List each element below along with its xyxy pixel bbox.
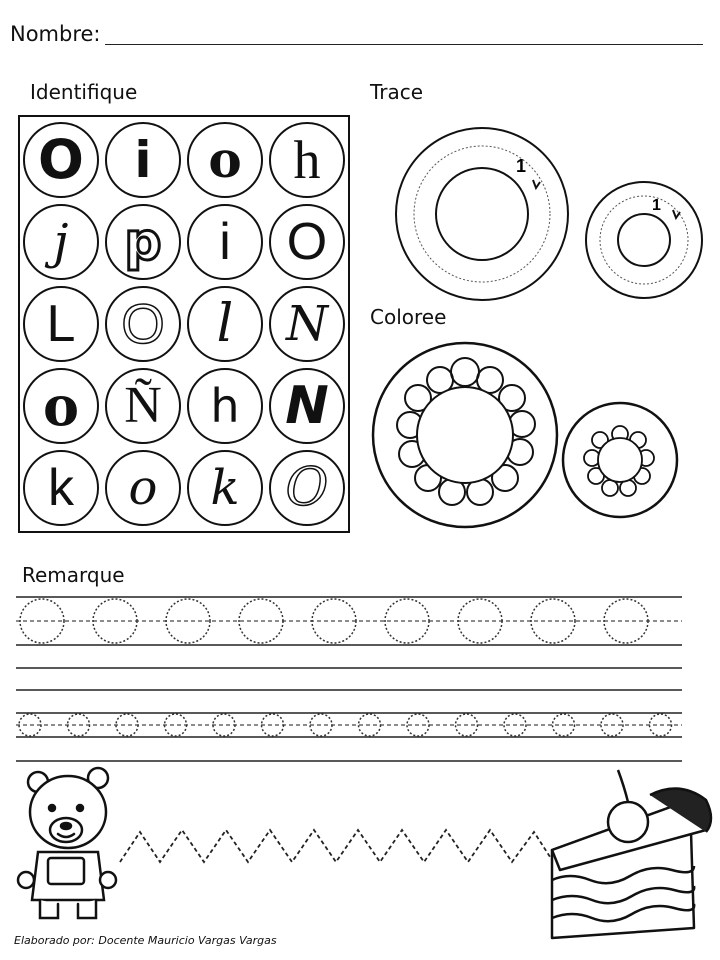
bear-illustration [18,768,116,918]
letter-glyph: k [210,460,240,516]
letter-glyph: l [216,294,234,354]
letter-glyph: o [42,374,80,438]
letter-glyph: L [46,295,76,353]
zigzag-trace-path[interactable] [120,830,552,862]
section-title-identify: Identifique [30,80,138,104]
letter-glyph: N [285,376,329,436]
letter-glyph: O [285,458,329,518]
trace-step-number: 1 [652,197,661,214]
letter-glyph: h [210,379,240,433]
letter-glyph: k [48,459,74,517]
credit-text: Elaborado por: Docente Mauricio Vargas Vargas [14,934,277,947]
letter-glyph: i [219,213,231,271]
trace-step-number: 1 [516,156,527,176]
color-circle-large[interactable] [373,343,557,527]
letter-glyph: O [38,128,84,191]
letter-glyph: Ñ [124,377,162,434]
dotted-o-small[interactable] [116,714,138,736]
color-circle-small[interactable] [563,403,677,517]
trace-circle-small[interactable] [586,182,702,298]
name-label: Nombre: [10,22,101,46]
letter-glyph: o [128,460,158,516]
letter-glyph: p [124,212,162,272]
letter-glyph: O [286,213,328,271]
letter-glyph: O [121,292,165,355]
review-lines[interactable] [16,597,682,761]
letter-glyph: i [134,131,152,189]
cake-illustration [552,770,711,938]
letter-glyph: N [286,296,328,352]
section-title-review: Remarque [22,563,125,587]
letter-glyph: h [293,130,321,190]
section-title-color: Coloree [370,305,447,329]
trace-circle-large[interactable] [396,128,568,300]
dotted-o-small[interactable] [213,714,235,736]
section-title-trace: Trace [370,80,424,104]
letter-glyph: j [53,214,69,270]
letter-glyph: o [208,130,242,189]
dotted-o-small[interactable] [165,714,187,736]
